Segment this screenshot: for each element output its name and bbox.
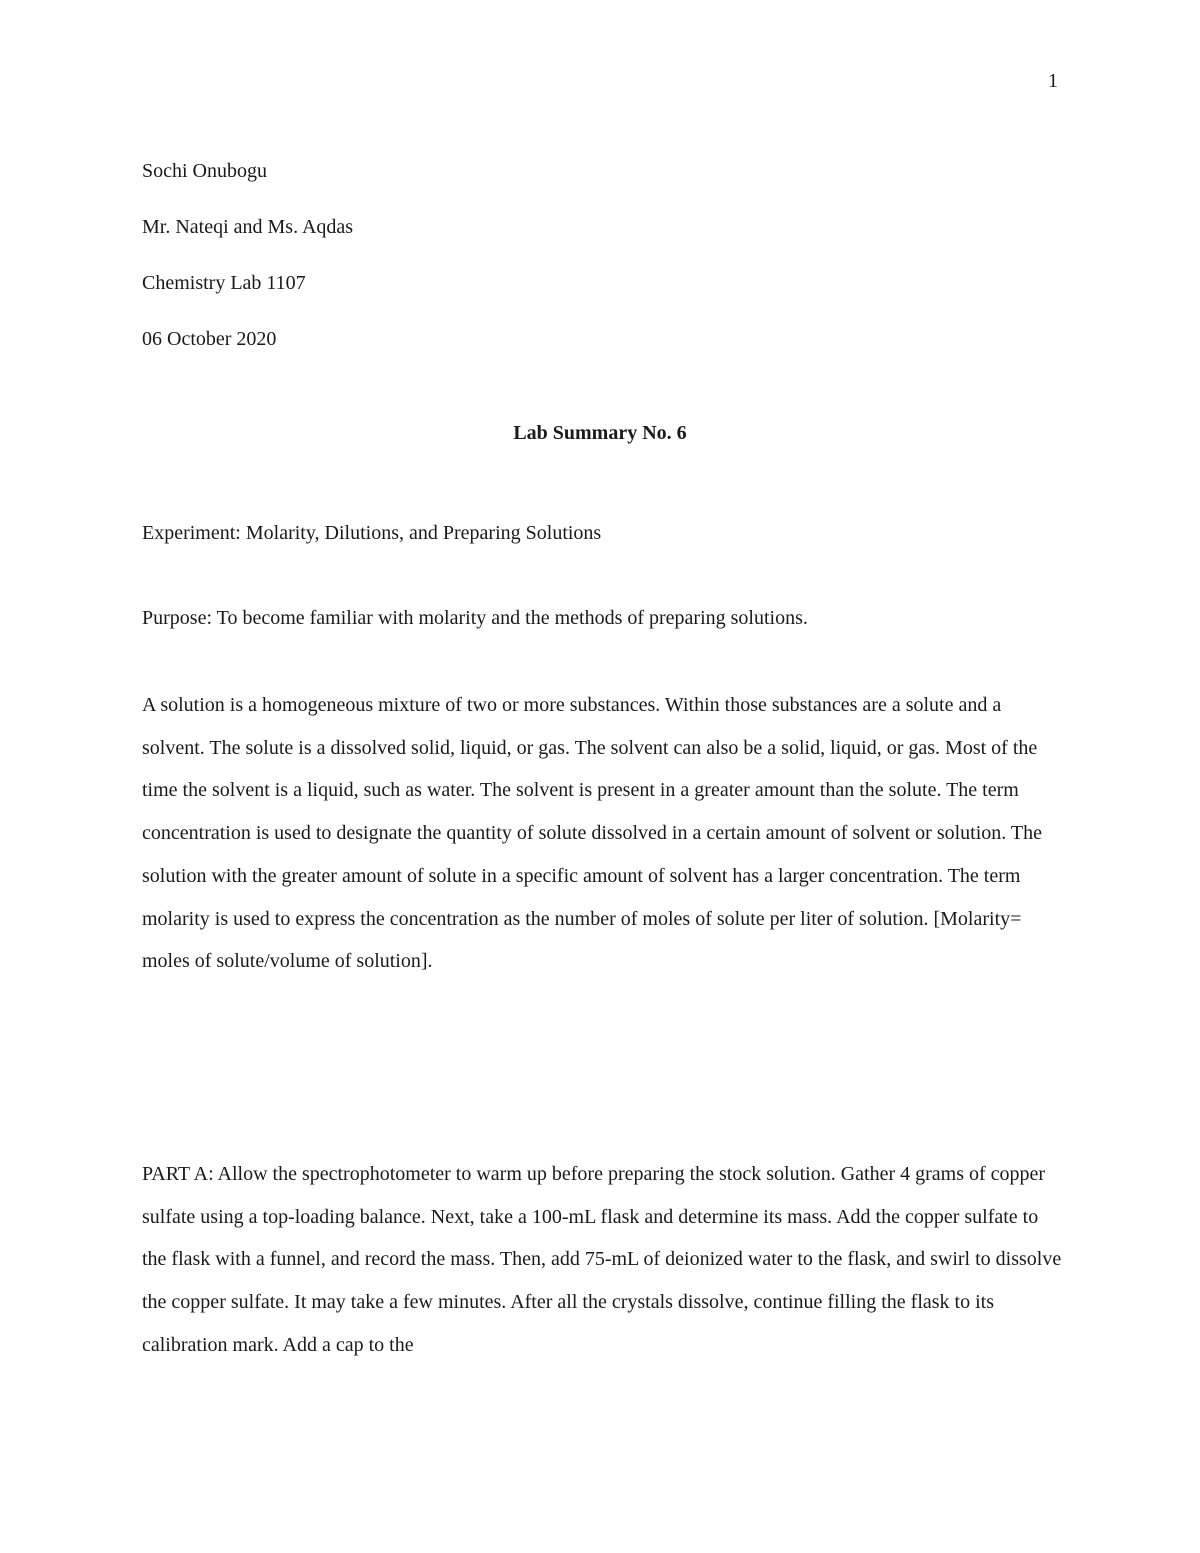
document-date: 06 October 2020	[142, 328, 277, 350]
instructor-names: Mr. Nateqi and Ms. Aqdas	[142, 216, 354, 238]
intro-paragraph: A solution is a homogeneous mixture of two or more substances. Within those substances are a solute and a solvent. The solute is a dissolved solid, liquid, or gas. The solvent can also be a solid, liquid, or gas. Most of the time the solvent is a liquid, such as water. The solvent is present in a greater amount than the solute. The term concentration is used to designate the quantity of solute dissolved in a certain amount of solvent or solution. The solution with the greater amount of solute in a specific amount of solvent has a larger concentration. The term molarity is used to express the concentration as the number of moles of solute per liter of solution. [Molarity= moles of solute/volume of solution].	[142, 694, 1042, 973]
header-block	[142, 143, 1062, 367]
author-name: Sochi Onubogu	[142, 160, 267, 182]
experiment-line: Experiment: Molarity, Dilutions, and Preparing Solutions	[142, 522, 602, 544]
part-a-paragraph: PART A: Allow the spectrophotometer to warm up before preparing the stock solution. Gather 4 grams of copper sulfate using a top-loading balance. Next, take a 100-mL flask and determine its mass. Add the copper sulfate to the flask with a funnel, and record the mass. Then, add 75-mL of deionized water to the flask, and swirl to dissolve the copper sulfate. It may take a few minutes. After all the crystals dissolve, continue filling the flask to its calibration mark. Add a cap to the	[142, 1163, 1062, 1356]
page-number: 1	[1048, 70, 1058, 92]
document-title: Lab Summary No. 6	[513, 422, 687, 444]
purpose-line: Purpose: To become familiar with molarity and the methods of preparing solutions.	[142, 607, 808, 629]
course-name: Chemistry Lab 1107	[142, 272, 306, 294]
